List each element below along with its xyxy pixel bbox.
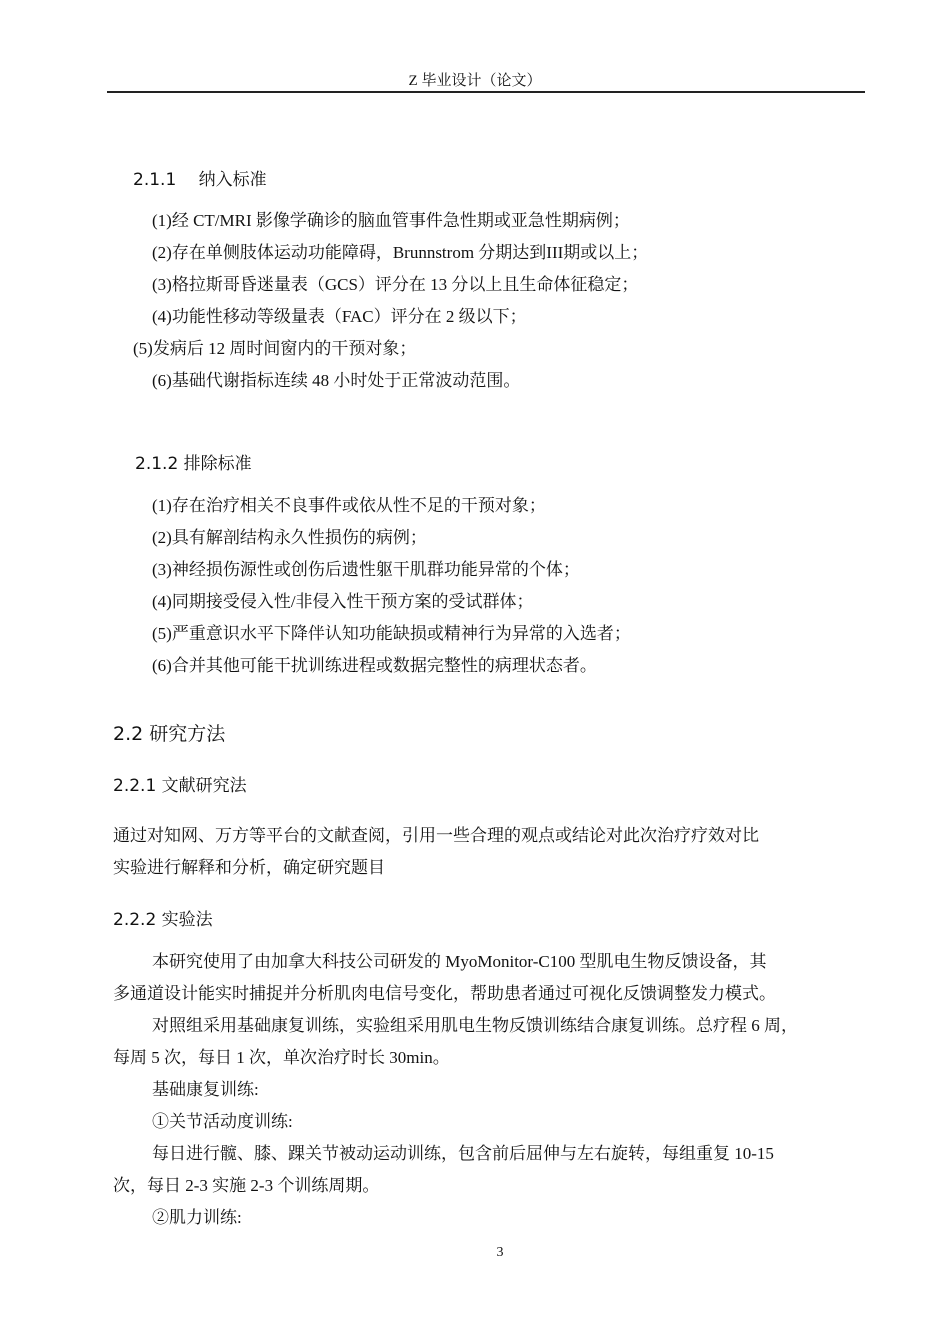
- section-heading-2-2-2: 2.2.2 实验法: [113, 910, 213, 930]
- paragraph-line: 多通道设计能实时捕捉并分析肌肉电信号变化，帮助患者通过可视化反馈调整发力模式。: [113, 984, 776, 1003]
- list-item: (2)具有解剖结构永久性损伤的病例；: [152, 528, 427, 547]
- list-item: (6)合并其他可能干扰训练进程或数据完整性的病理状态者。: [152, 656, 597, 675]
- paragraph-line: 每周 5 次，每日 1 次，单次治疗时长 30min。: [113, 1048, 450, 1067]
- list-item: (6)基础代谢指标连续 48 小时处于正常波动范围。: [152, 371, 521, 390]
- list-item: (3)格拉斯哥昏迷量表（GCS）评分在 13 分以上且生命体征稳定；: [152, 275, 639, 294]
- paragraph-line: 基础康复训练:: [152, 1080, 259, 1099]
- list-item: (4)功能性移动等级量表（FAC）评分在 2 级以下；: [152, 307, 527, 326]
- section-heading-2-2-1: 2.2.1 文献研究法: [113, 776, 247, 796]
- paragraph-line: 通过对知网、万方等平台的文献查阅，引用一些合理的观点或结论对此次治疗疗效对比: [113, 826, 759, 845]
- header-rule: [107, 91, 865, 93]
- list-item: (3)神经损伤源性或创伤后遗性躯干肌群功能异常的个体；: [152, 560, 580, 579]
- paragraph-line: 每日进行髋、膝、踝关节被动运动训练，包含前后屈伸与左右旋转，每组重复 10-15: [152, 1144, 774, 1163]
- paragraph-line: 次，每日 2-3 实施 2-3 个训练周期。: [113, 1176, 380, 1195]
- list-item: (4)同期接受侵入性/非侵入性干预方案的受试群体；: [152, 592, 534, 611]
- page-number: 3: [496, 1245, 504, 1260]
- list-item: (5)严重意识水平下降伴认知功能缺损或精神行为异常的入选者；: [152, 624, 631, 643]
- list-item: (1)经 CT/MRI 影像学确诊的脑血管事件急性期或亚急性期病例；: [152, 211, 630, 230]
- section-heading-2-2: 2.2 研究方法: [113, 723, 226, 745]
- paragraph-line: 对照组采用基础康复训练，实验组采用肌电生物反馈训练结合康复训练。总疗程 6 周，: [152, 1016, 798, 1035]
- list-item: (2)存在单侧肢体运动功能障碍，Brunnstrom 分期达到III期或以上；: [152, 243, 649, 262]
- paragraph-line: ①关节活动度训练:: [152, 1112, 293, 1131]
- paragraph-line: 本研究使用了由加拿大科技公司研发的 MyoMonitor-C100 型肌电生物反馈设备，其: [152, 952, 767, 971]
- list-item: (5)发病后 12 周时间窗内的干预对象；: [133, 339, 417, 358]
- section-heading-2-1-2: 2.1.2 排除标准: [135, 454, 252, 474]
- paragraph-line: ②肌力训练:: [152, 1208, 242, 1227]
- running-header: Z 毕业设计（论文）: [408, 73, 542, 89]
- list-item: (1)存在治疗相关不良事件或依从性不足的干预对象；: [152, 496, 546, 515]
- section-heading-2-1-1: 2.1.1 纳入标准: [133, 170, 267, 190]
- paragraph-line: 实验进行解释和分析，确定研究题目: [113, 858, 385, 877]
